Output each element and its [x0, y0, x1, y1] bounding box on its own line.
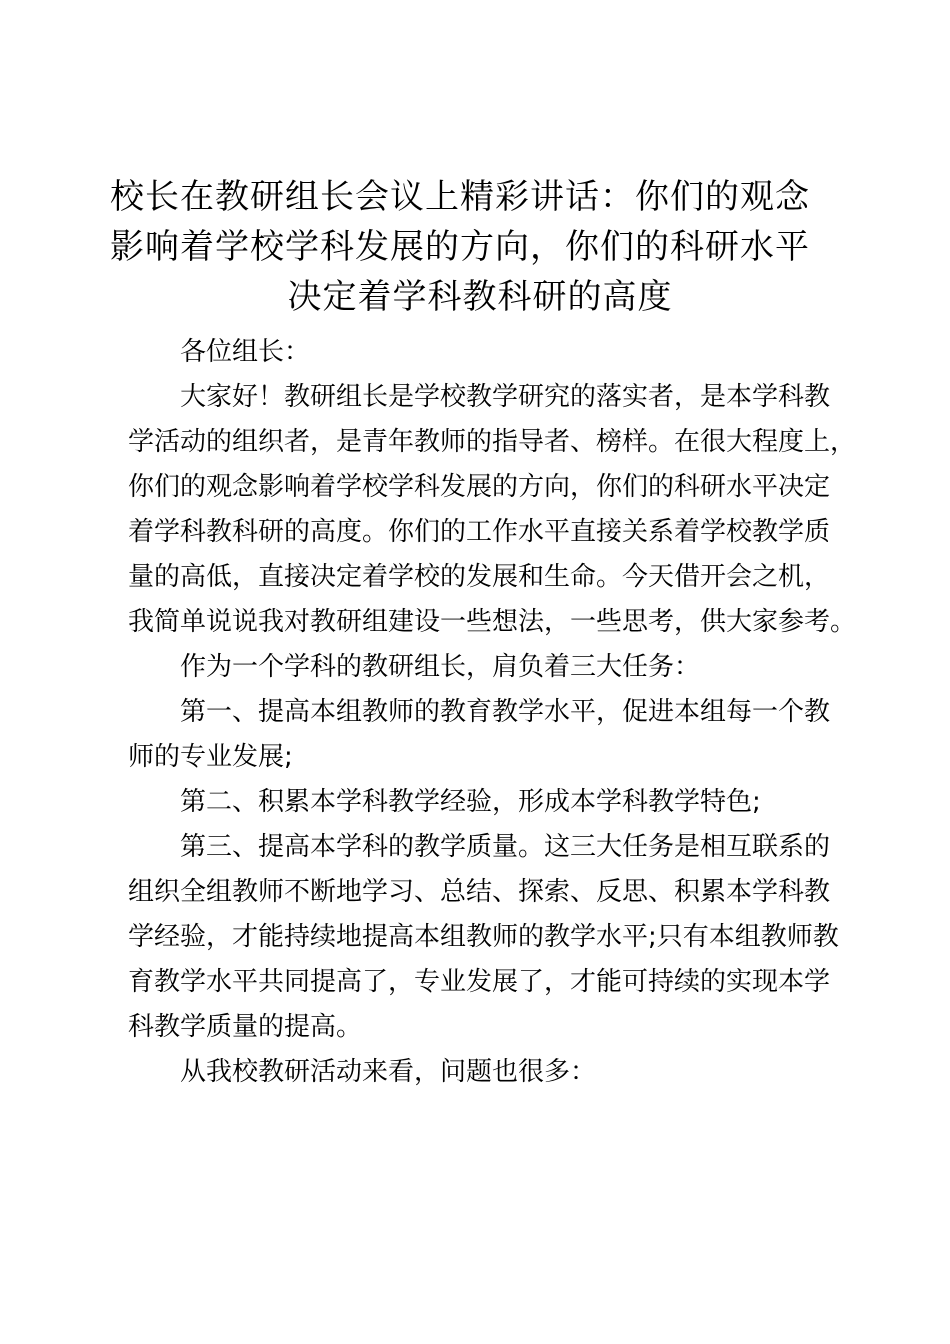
salutation: 各位组长：: [180, 337, 311, 367]
document-body: [128, 330, 857, 1095]
paragraph-line: 第二、积累本学科教学经验，形成本学科教学特色;: [180, 787, 761, 817]
paragraph-line: 育教学水平共同提高了，专业发展了，才能可持续的实现本学: [128, 967, 831, 997]
paragraph-line: 我简单说说我对教研组建设一些想法，一些思考，供大家参考。: [128, 607, 857, 637]
paragraph-line: 从我校教研活动来看，问题也很多：: [180, 1057, 597, 1087]
paragraph-line: 第三、提高本学科的教学质量。这三大任务是相互联系的: [180, 832, 831, 862]
title-line: 影响着学校学科发展的方向，你们的科研水平: [110, 227, 810, 267]
paragraph-line: 大家好！教研组长是学校教学研究的落实者，是本学科教: [180, 382, 831, 412]
paragraph-line: 组织全组教师不断地学习、总结、探索、反思、积累本学科教: [128, 877, 831, 907]
paragraph-line: 量的高低，直接决定着学校的发展和生命。今天借开会之机，: [128, 562, 831, 592]
paragraph-line: 科教学质量的提高。: [128, 1012, 363, 1042]
paragraph-line: 你们的观念影响着学校学科发展的方向，你们的科研水平决定: [128, 472, 831, 502]
paragraph-line: 着学科教科研的高度。你们的工作水平直接关系着学校教学质: [128, 517, 831, 547]
paragraph-line: 第一、提高本组教师的教育教学水平，促进本组每一个教: [180, 697, 831, 727]
paragraph-line: 学活动的组织者，是青年教师的指导者、榜样。在很大程度上，: [128, 427, 857, 457]
title-line: 决定着学科教科研的高度: [287, 277, 673, 317]
document-title: [110, 172, 850, 322]
paragraph-line: 学经验，才能持续地提高本组教师的教学水平;只有本组教师教: [128, 922, 839, 952]
title-line: 校长在教研组长会议上精彩讲话：你们的观念: [110, 177, 810, 217]
paragraph-line: 师的专业发展;: [128, 742, 293, 772]
paragraph-line: 作为一个学科的教研组长，肩负着三大任务：: [180, 652, 701, 682]
